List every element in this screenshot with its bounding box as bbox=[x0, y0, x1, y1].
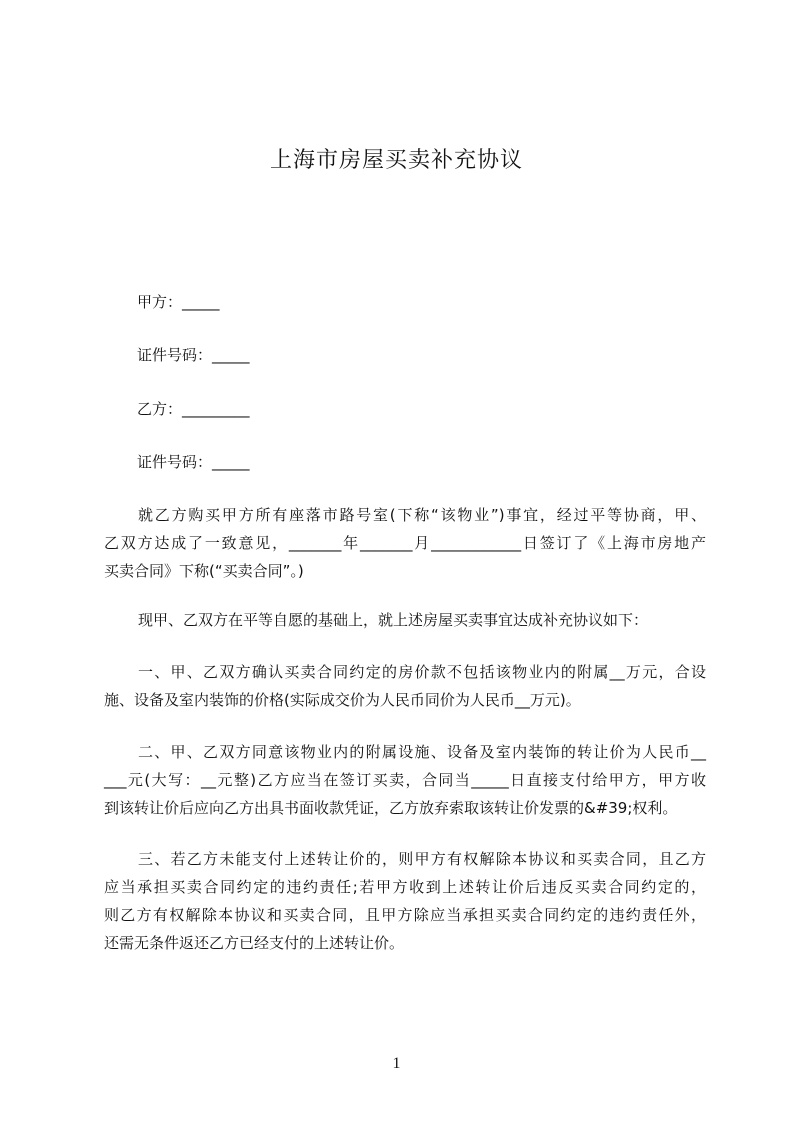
text-line: 就乙方购买甲方所有座落市路号室(下称“该物业”)事宜，经过平等协商，甲、 bbox=[138, 506, 706, 524]
paragraph-intro bbox=[104, 606, 706, 634]
text-line: 二、甲、乙双方同意该物业内的附属设施、设备及室内装饰的转让价为人民币__ bbox=[138, 743, 706, 761]
page-number: 1 bbox=[392, 1055, 401, 1072]
text-line: 现甲、乙双方在平等自愿的基础上，就上述房屋买卖事宜达成补充协议如下： bbox=[138, 611, 649, 629]
text-line: 乙双方达成了一致意见，_______年_______月____________日签订了《上海市房地产 bbox=[104, 534, 706, 552]
party-a-id-field: 证件号码：_____ bbox=[137, 346, 250, 364]
document-title: 上海市房屋买卖补充协议 bbox=[269, 148, 523, 173]
text-line: 则乙方有权解除本协议和买卖合同，且甲方除应当承担买卖合同约定的违约责任外， bbox=[104, 906, 706, 924]
clause-1 bbox=[104, 658, 706, 714]
clause-2 bbox=[104, 738, 706, 822]
text-line: 应当承担买卖合同约定的违约责任;若甲方收到上述转让价后违反买卖合同约定的， bbox=[104, 878, 706, 896]
party-a-field: 甲方：_____ bbox=[137, 293, 220, 311]
text-line: 施、设备及室内装饰的价格(实际成交价为人民币同价为人民币__万元)。 bbox=[104, 691, 581, 709]
text-line: 还需无条件返还乙方已经支付的上述转让价。 bbox=[104, 934, 405, 952]
text-line: 到该转让价后应向乙方出具书面收款凭证，乙方放弃索取该转让价发票的&#39;权利。 bbox=[104, 799, 678, 817]
clause-3 bbox=[104, 845, 706, 957]
paragraph-preamble bbox=[104, 501, 706, 585]
text-line: 买卖合同》下称(“买卖合同”。) bbox=[104, 562, 304, 580]
text-line: ___元(大写：__元整)乙方应当在签订买卖，合同当_____日直接支付给甲方，甲方收 bbox=[104, 771, 706, 789]
party-b-field: 乙方：_________ bbox=[137, 400, 250, 418]
text-line: 三、若乙方未能支付上述转让价的，则甲方有权解除本协议和买卖合同，且乙方 bbox=[138, 850, 706, 868]
party-b-id-field: 证件号码：_____ bbox=[137, 453, 250, 471]
text-line: 一、甲、乙双方确认买卖合同约定的房价款不包括该物业内的附属__万元，合设 bbox=[138, 663, 706, 681]
